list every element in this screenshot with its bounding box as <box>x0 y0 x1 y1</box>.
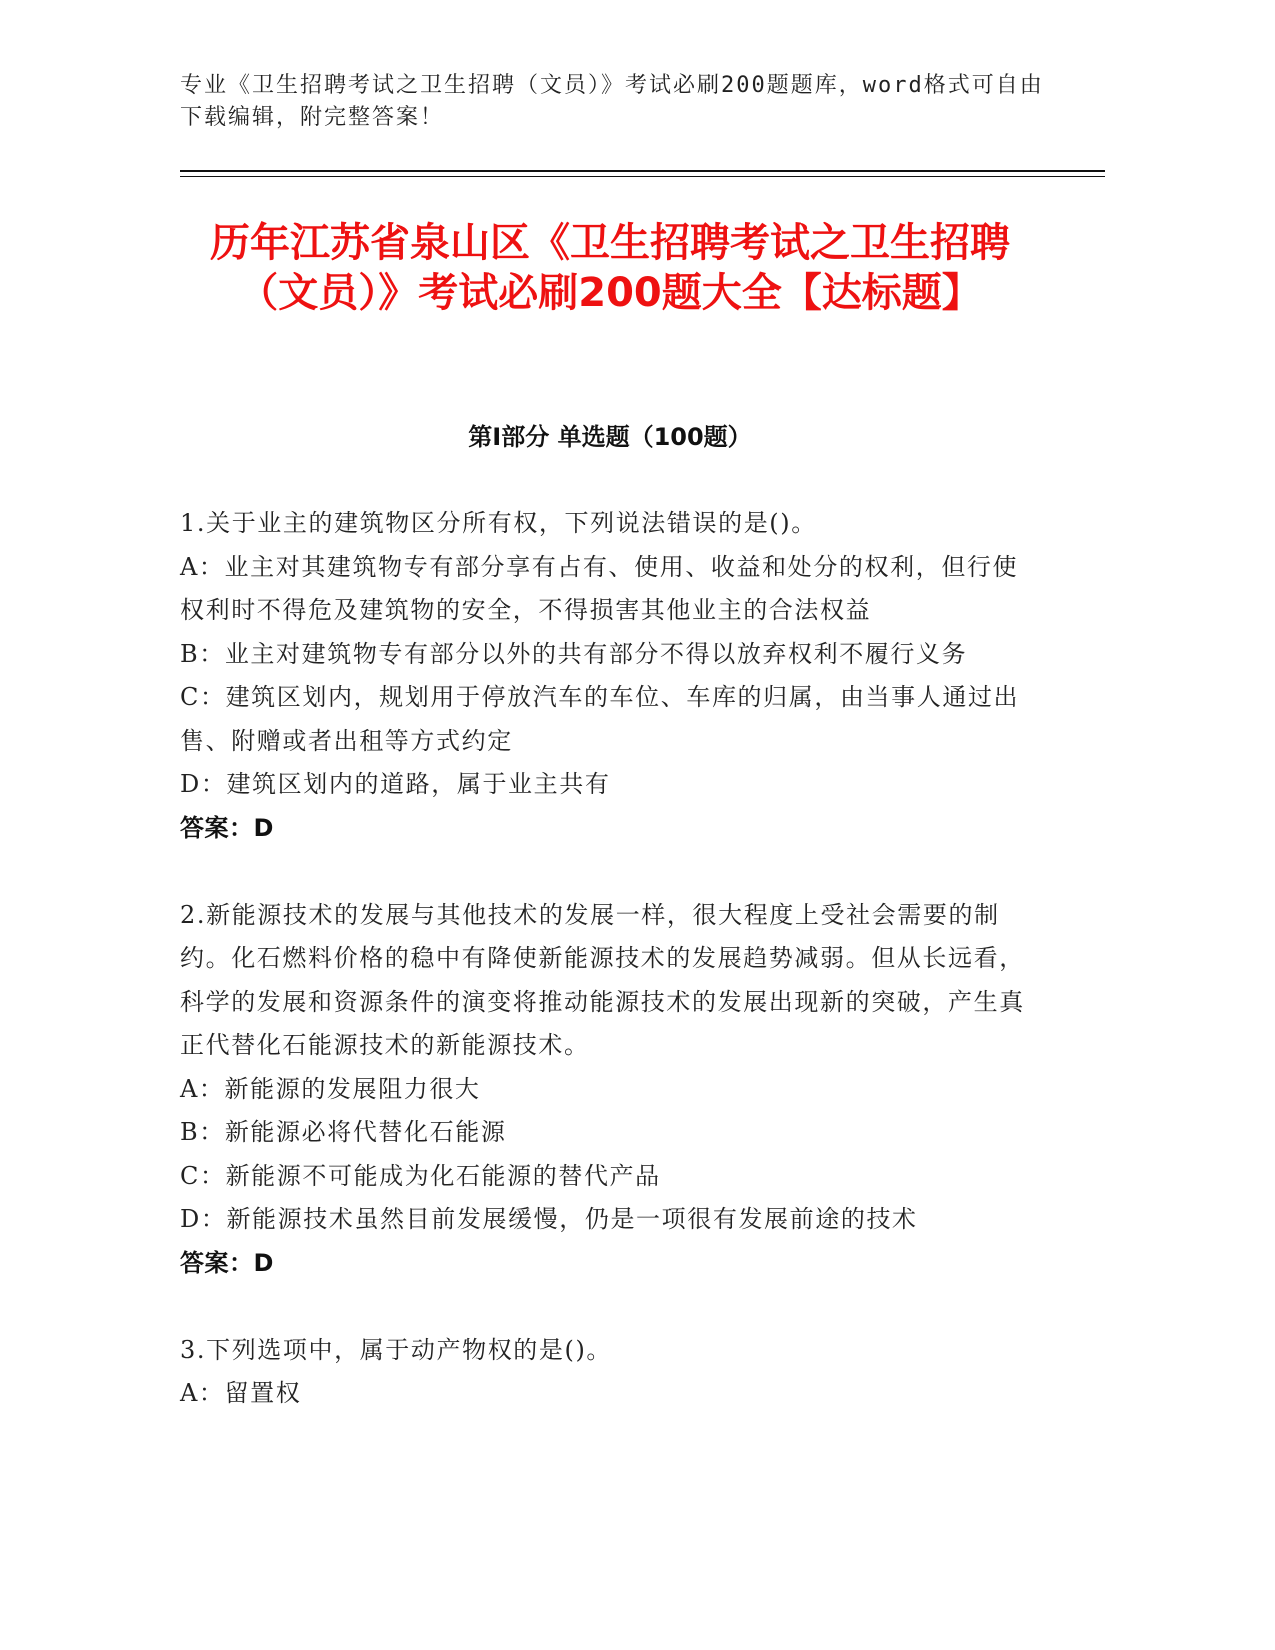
option-d: D：新能源技术虽然目前发展缓慢，仍是一项很有发展前途的技术 <box>180 1205 918 1233</box>
question-stem: 3.下列选项中，属于动产物权的是()。 <box>180 1335 613 1364</box>
answer: 答案：D <box>180 813 274 842</box>
option-b: B：业主对建筑物专有部分以外的共有部分不得以放弃权利不履行义务 <box>180 639 968 668</box>
answer: 答案：D <box>180 1248 274 1277</box>
option-a: A：业主对其建筑物专有部分享有占有、使用、收益和处分的权利，但行使权利时不得危及建筑物的安全，不得损害其他业主的合法权益 <box>180 552 1019 624</box>
question-stem: 1.关于业主的建筑物区分所有权，下列说法错误的是()。 <box>180 509 817 537</box>
question-2 <box>180 894 1040 1286</box>
header-divider <box>180 170 1105 172</box>
option-c: C：新能源不可能成为化石能源的替代产品 <box>180 1161 661 1190</box>
option-a: A：留置权 <box>180 1379 302 1407</box>
header-divider-thin <box>180 176 1105 177</box>
question-stem: 2.新能源技术的发展与其他技术的发展一样，很大程度上受社会需要的制约。化石燃料价格的稳中有降使新能源技术的发展趋势减弱。但从长远看，科学的发展和资源条件的演变将推动能源技术的发展出现新的突破，产生真正代替化石能源技术的新能源技术。 <box>180 900 1025 1059</box>
question-3 <box>180 1329 1040 1416</box>
section-heading: 第I部分 单选题（100题） <box>468 423 752 451</box>
option-c: C：建筑区划内，规划用于停放汽车的车位、车库的归属，由当事人通过出售、附赠或者出租等方式约定 <box>180 683 1020 755</box>
option-b: B：新能源必将代替化石能源 <box>180 1118 507 1146</box>
question-1 <box>180 502 1040 850</box>
question-list <box>180 502 1040 1459</box>
option-a: A：新能源的发展阻力很大 <box>180 1074 481 1103</box>
option-d: D：建筑区划内的道路，属于业主共有 <box>180 770 611 798</box>
header-note: 专业《卫生招聘考试之卫生招聘（文员）》考试必刷200题题库，word格式可自由下载编辑，附完整答案！ <box>180 73 1044 130</box>
document-title: 历年江苏省泉山区《卫生招聘考试之卫生招聘（文员）》考试必刷200题大全【达标题】 <box>210 220 1010 316</box>
